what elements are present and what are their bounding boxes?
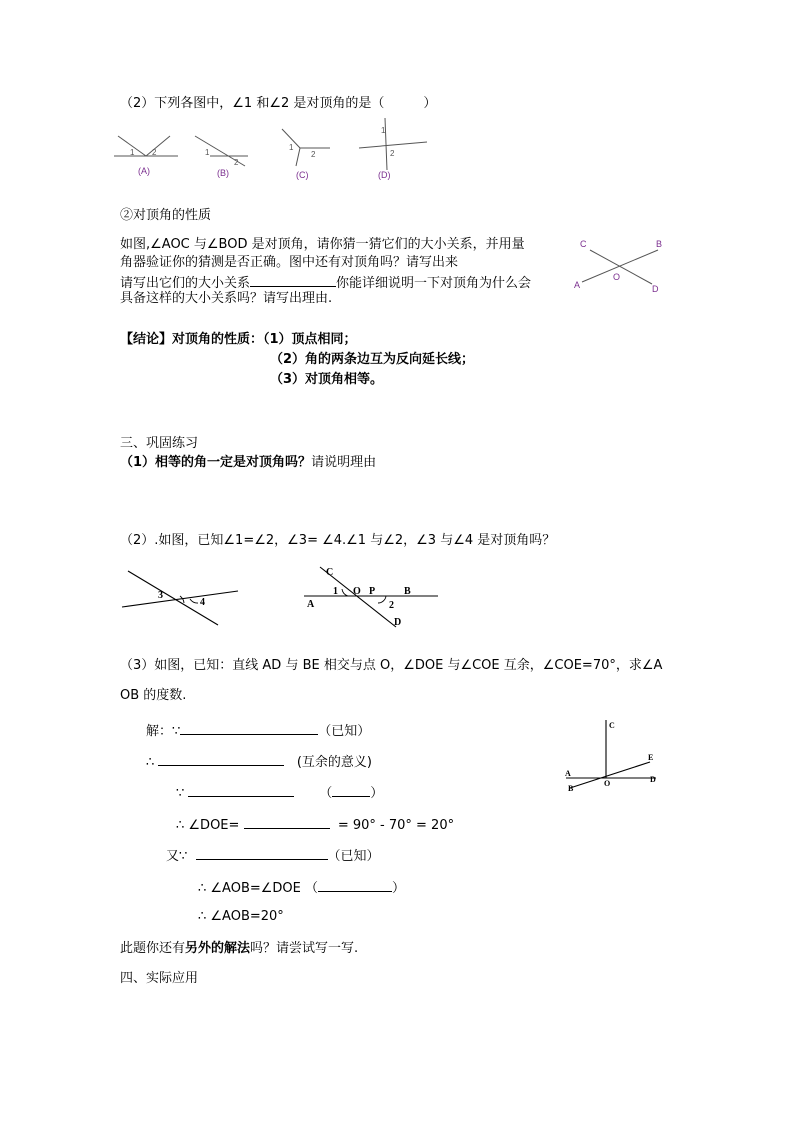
conclusion-label xyxy=(120,331,357,349)
option-a-angle1: 1 xyxy=(130,148,135,157)
step-1-suffix: （已知） xyxy=(318,724,371,739)
step-5-suffix: （已知） xyxy=(327,849,380,864)
conclusion-point-3: （3）对顶角相等。 xyxy=(270,372,384,387)
step-3-close: ） xyxy=(370,786,384,801)
vertical-angles-figure xyxy=(570,236,680,296)
step-3-open: （ xyxy=(319,786,333,801)
angle-3-label: 3 xyxy=(158,590,163,601)
step-6-blank[interactable] xyxy=(318,877,392,892)
point-b-label: B xyxy=(656,239,663,249)
point-c-label-3: C xyxy=(609,721,615,730)
step-3-reason-blank[interactable] xyxy=(332,782,370,797)
point-p-label: P xyxy=(369,586,376,597)
exercise-1-number: （1） xyxy=(120,455,156,470)
point-o-label-3: O xyxy=(604,779,611,788)
step-2-prefix: ∴ xyxy=(146,755,155,770)
step-6-close: ） xyxy=(392,881,406,896)
option-a-figure xyxy=(110,128,185,180)
option-c-figure xyxy=(272,126,342,182)
option-b-angle1: 1 xyxy=(205,148,210,157)
point-a-label-3: A xyxy=(565,769,571,778)
point-a-label-2: A xyxy=(307,599,315,610)
step-5-prefix: 又∵ xyxy=(166,849,188,864)
option-c-caption: (C) xyxy=(296,170,309,180)
point-c-label-2: C xyxy=(326,567,334,578)
step-2-suffix: (互余的意义) xyxy=(296,755,372,770)
point-o-label: O xyxy=(613,272,621,282)
solution-step-6 xyxy=(198,877,405,898)
step-4-prefix: ∴ ∠DOE= xyxy=(176,818,240,833)
step-3-blank[interactable] xyxy=(188,782,294,797)
option-a-angle2: 2 xyxy=(152,148,157,157)
step-3-prefix: ∵ xyxy=(176,786,185,801)
solution-step-7: ∴ ∠AOB=20° xyxy=(198,909,284,924)
exercise-1-question: 相等的角一定是对顶角吗？ xyxy=(155,455,312,470)
step-4-blank[interactable] xyxy=(244,814,330,829)
option-b-caption: (B) xyxy=(217,168,229,178)
point-a-label: A xyxy=(574,280,581,290)
exercise-3-line-1: （3）如图，已知：直线 AD 与 BE 相交与点 O，∠DOE 与∠COE 互余，∠COE=70°，求∠A xyxy=(120,658,663,673)
angle-2-label: 2 xyxy=(389,600,394,611)
angles-1-2-figure xyxy=(298,563,443,631)
conclusion-point-2: （2）角的两条边互为反向延长线； xyxy=(270,352,475,367)
option-d-caption: (D) xyxy=(378,170,391,180)
relation-blank[interactable] xyxy=(250,272,336,287)
option-d-angle1: 1 xyxy=(381,126,386,135)
point-b-label-3: B xyxy=(568,784,574,793)
section-3-title: 三、巩固练习 xyxy=(120,436,199,451)
property-line-3b: 你能详细说明一下对顶角为什么会 xyxy=(336,276,532,291)
angle-1-label: 1 xyxy=(333,586,338,597)
option-a-caption: (A) xyxy=(138,166,150,176)
property-line-4: 具备这样的大小关系吗？请写出理由. xyxy=(120,291,333,306)
step-1-prefix: 解：∵ xyxy=(146,724,181,739)
solution-step-1 xyxy=(146,720,370,741)
alt-text-a: 此题你还有 xyxy=(120,941,186,956)
option-b-figure xyxy=(190,128,260,180)
point-b-label-2: B xyxy=(404,586,411,597)
lines-ad-be-figure xyxy=(562,716,662,796)
point-e-label: E xyxy=(648,753,654,762)
solution-step-2 xyxy=(146,751,372,772)
option-d-figure xyxy=(355,114,435,182)
exercise-1 xyxy=(120,454,376,472)
alt-text-c: 吗？请尝试写一写. xyxy=(250,941,359,956)
solution-step-5 xyxy=(166,845,380,866)
step-6-prefix: ∴ ∠AOB=∠DOE （ xyxy=(198,881,319,896)
conclusion-prefix: 【结论】对顶角的性质： xyxy=(120,332,264,347)
option-c-angle2: 2 xyxy=(311,150,316,159)
question-2-header: （2）下列各图中，∠1 和∠2 是对顶角的是（ ） xyxy=(120,96,437,111)
property-title: ②对顶角的性质 xyxy=(120,208,212,223)
step-4-suffix: = 90° - 70° = 20° xyxy=(337,818,455,833)
exercise-3-line-2: OB 的度数. xyxy=(120,688,187,703)
property-line-3a: 请写出它们的大小关系 xyxy=(120,276,251,291)
step-5-blank[interactable] xyxy=(196,845,328,860)
solution-step-4 xyxy=(176,814,454,835)
option-c-angle1: 1 xyxy=(289,143,294,152)
exercise-1-rest: 请说明理由 xyxy=(311,455,377,470)
angles-3-4-figure xyxy=(118,565,243,627)
point-c-label: C xyxy=(580,239,587,249)
point-o-label-2: O xyxy=(353,586,361,597)
step-1-blank[interactable] xyxy=(180,720,318,735)
option-d-angle2: 2 xyxy=(390,149,395,158)
section-4-title: 四、实际应用 xyxy=(120,971,199,986)
solution-step-3 xyxy=(176,782,383,803)
point-d-label-2: D xyxy=(394,617,402,628)
point-d-label: D xyxy=(652,284,659,294)
alt-text-bold: 另外的解法 xyxy=(185,941,251,956)
property-line-2: 角器验证你的猜测是否正确。图中还有对顶角吗？请写出来 xyxy=(120,255,459,270)
exercise-2: （2）.如图，已知∠1=∠2，∠3= ∠4.∠1 与∠2，∠3 与∠4 是对顶角吗？ xyxy=(120,533,556,548)
step-2-blank[interactable] xyxy=(158,751,284,766)
alternative-solution-prompt xyxy=(120,940,358,958)
angle-4-label: 4 xyxy=(200,597,205,608)
conclusion-point-1: （1）顶点相同； xyxy=(263,332,357,347)
property-line-1: 如图,∠AOC 与∠BOD 是对顶角，请你猜一猜它们的大小关系，并用量 xyxy=(120,237,525,252)
option-b-angle2: 2 xyxy=(234,158,239,167)
point-d-label-3: D xyxy=(650,775,656,784)
